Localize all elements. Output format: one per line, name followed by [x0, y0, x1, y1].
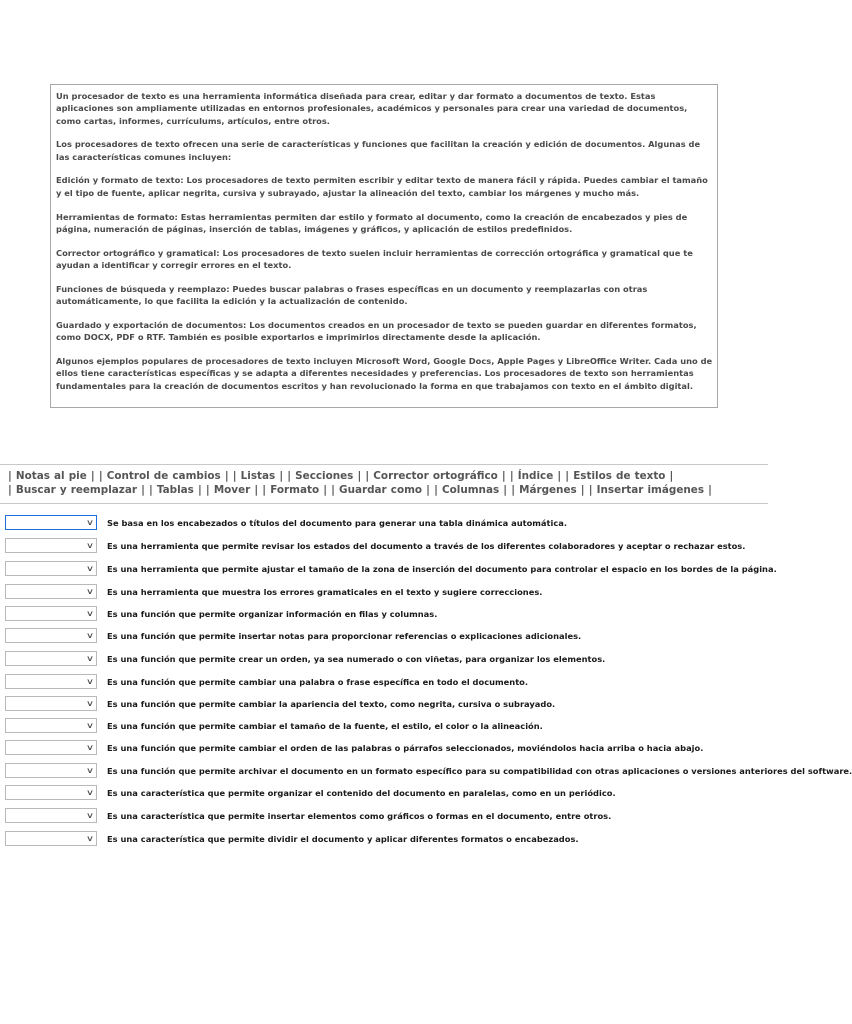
answer-dropdown[interactable]: [5, 606, 97, 621]
passage-paragraph: Guardado y exportación de documentos: Los documentos creados en un procesador de texto se pueden guardar en diferentes formatos, como DOCX, PDF o RTF. También es posible exportarlos e imprimirlos directamente desde la aplicación.: [56, 319, 697, 343]
statement-text: Es una función que permite organizar información en filas y columnas.: [107, 609, 438, 619]
chevron-down-icon: ∨: [85, 721, 95, 730]
chevron-down-icon: ∨: [85, 518, 95, 527]
chevron-down-icon: ∨: [85, 564, 95, 573]
statement-text: Es una característica que permite dividir el documento y aplicar diferentes formatos o encabezados.: [107, 834, 579, 844]
statement-text: Es una característica que permite insertar elementos como gráficos o formas en el documento, entre otros.: [107, 811, 612, 821]
chevron-down-icon: ∨: [85, 677, 95, 686]
answer-option: | Índice |: [509, 470, 562, 482]
chevron-down-icon: ∨: [85, 609, 95, 618]
answer-dropdown[interactable]: [5, 628, 97, 643]
answer-option: | Listas |: [232, 470, 284, 482]
match-row: [0, 716, 768, 736]
statement-text: Es una herramienta que permite revisar los estados del documento a través de los diferentes colaboradores y aceptar o rechazar estos.: [107, 541, 746, 551]
statement-text: Es una función que permite archivar el documento en un formato específico para su compatibilidad con otras aplicaciones o versiones anteriores del software.: [107, 766, 852, 776]
statement-text: Es una función que permite cambiar el orden de las palabras o párrafos seleccionados, moviéndolos hacia arriba o hacia abajo.: [107, 743, 704, 753]
match-row: [0, 783, 768, 803]
passage-paragraph: Herramientas de formato: Estas herramientas permiten dar estilo y formato al documento, como la creación de encabezados y pies de página, numeración de páginas, inserción de tablas, imágenes y gráficos, y aplicación de estilos predefinidos.: [56, 211, 688, 234]
answer-option: | Notas al pie |: [8, 470, 95, 482]
chevron-down-icon: ∨: [85, 834, 95, 843]
answer-option: | Control de cambios |: [98, 470, 229, 482]
answer-dropdown[interactable]: [5, 696, 97, 711]
match-row: [0, 536, 768, 556]
statement-text: Se basa en los encabezados o títulos del documento para generar una tabla dinámica automática.: [107, 518, 567, 528]
answer-dropdown[interactable]: [5, 561, 97, 576]
match-row: [0, 829, 768, 849]
answer-dropdown[interactable]: [5, 740, 97, 755]
answer-option: | Mover |: [205, 484, 259, 497]
passage-paragraph: Los procesadores de texto ofrecen una serie de características y funciones que facilitan la creación y edición de documentos. Algunas de las características comunes incluyen:: [56, 139, 701, 162]
chevron-down-icon: ∨: [85, 811, 95, 820]
match-row: [0, 806, 768, 826]
answer-dropdown[interactable]: [5, 584, 97, 599]
match-row: [0, 738, 768, 758]
answer-option: | Corrector ortográfico |: [365, 470, 506, 482]
answer-option: | Formato |: [262, 484, 327, 497]
answer-dropdown[interactable]: [5, 718, 97, 733]
match-row: [0, 582, 768, 602]
chevron-down-icon: ∨: [85, 654, 95, 663]
answer-dropdown[interactable]: [5, 674, 97, 689]
chevron-down-icon: ∨: [85, 766, 95, 775]
match-row: [0, 761, 852, 781]
match-row: [0, 559, 777, 579]
statement-text: Es una característica que permite organizar el contenido del documento en paralelas, como en un periódico.: [107, 788, 616, 798]
chevron-down-icon: ∨: [85, 631, 95, 640]
answer-dropdown[interactable]: [5, 831, 97, 846]
answer-dropdown[interactable]: [5, 808, 97, 823]
answer-options-bar: [0, 464, 768, 504]
answer-option: | Guardar como |: [331, 484, 430, 497]
answer-option: | Estilos de texto |: [565, 470, 674, 482]
passage-paragraph: Algunos ejemplos populares de procesadores de texto incluyen Microsoft Word, Google Docs, Apple Pages y LibreOffice Writer. Cada uno de ellos tiene características específicas y se adapta a diferentes necesidades y preferencias. Los procesadores de texto son herramientas fundamentales para la creación de documentos escritos y han revolucionado la forma en que trabajamos con texto en el ámbito digital.: [56, 355, 713, 391]
statement-text: Es una herramienta que muestra los errores gramaticales en el texto y sugiere correcciones.: [107, 587, 543, 597]
match-row: [0, 649, 768, 669]
statement-text: Es una función que permite insertar notas para proporcionar referencias o explicaciones adicionales.: [107, 631, 582, 641]
answer-dropdown[interactable]: [5, 785, 97, 800]
reading-passage: [50, 84, 718, 408]
answer-dropdown[interactable]: [5, 651, 97, 666]
statement-text: Es una función que permite cambiar el tamaño de la fuente, el estilo, el color o la alineación.: [107, 721, 543, 731]
answer-dropdown[interactable]: [5, 763, 97, 778]
passage-paragraph: Un procesador de texto es una herramienta informática diseñada para crear, editar y dar formato a documentos de texto. Estas aplicaciones son ampliamente utilizadas en entornos profesionales, académicos y personales para crear una variedad de documentos, como cartas, informes, currículums, artículos, entre otros.: [56, 91, 688, 126]
match-row: [0, 513, 768, 533]
answer-option: | Tablas |: [149, 484, 202, 497]
answer-option: | Secciones |: [287, 470, 362, 482]
answer-option: | Márgenes |: [511, 484, 585, 497]
match-row: [0, 672, 768, 692]
statement-text: Es una función que permite cambiar la apariencia del texto, como negrita, cursiva o subrayado.: [107, 699, 556, 709]
match-row: [0, 604, 768, 624]
statement-text: Es una herramienta que permite ajustar el tamaño de la zona de inserción del documento para controlar el espacio en los bordes de la página.: [107, 564, 777, 574]
answer-dropdown[interactable]: [5, 515, 97, 530]
passage-paragraph: Edición y formato de texto: Los procesadores de texto permiten escribir y editar texto de manera fácil y rápida. Puedes cambiar el tamaño y el tipo de fuente, aplicar negrita, cursiva y subrayado, ajustar la alineación del texto, cambiar los márgenes y mucho más.: [56, 175, 708, 198]
passage-paragraph: Corrector ortográfico y gramatical: Los procesadores de texto suelen incluir herramientas de corrección ortográfica y gramatical que te ayudan a identificar y corregir errores en el texto.: [56, 247, 693, 270]
match-row: [0, 694, 768, 714]
passage-paragraph: Funciones de búsqueda y reemplazo: Puedes buscar palabras o frases específicas en un documento y reemplazarlas con otras automáticamente, lo que facilita la edición y la actualización de contenido.: [56, 283, 648, 307]
answer-option: | Buscar y reemplazar |: [8, 484, 145, 497]
answer-option: | Insertar imágenes |: [588, 484, 712, 497]
statement-text: Es una función que permite cambiar una palabra o frase específica en todo el documento.: [107, 677, 529, 687]
chevron-down-icon: ∨: [85, 541, 95, 550]
chevron-down-icon: ∨: [85, 743, 95, 752]
match-row: [0, 626, 768, 646]
chevron-down-icon: ∨: [85, 699, 95, 708]
statement-text: Es una función que permite crear un orden, ya sea numerado o con viñetas, para organizar los elementos.: [107, 654, 606, 664]
chevron-down-icon: ∨: [85, 788, 95, 797]
answer-dropdown[interactable]: [5, 538, 97, 553]
answer-option: | Columnas |: [434, 484, 508, 497]
chevron-down-icon: ∨: [85, 587, 95, 596]
